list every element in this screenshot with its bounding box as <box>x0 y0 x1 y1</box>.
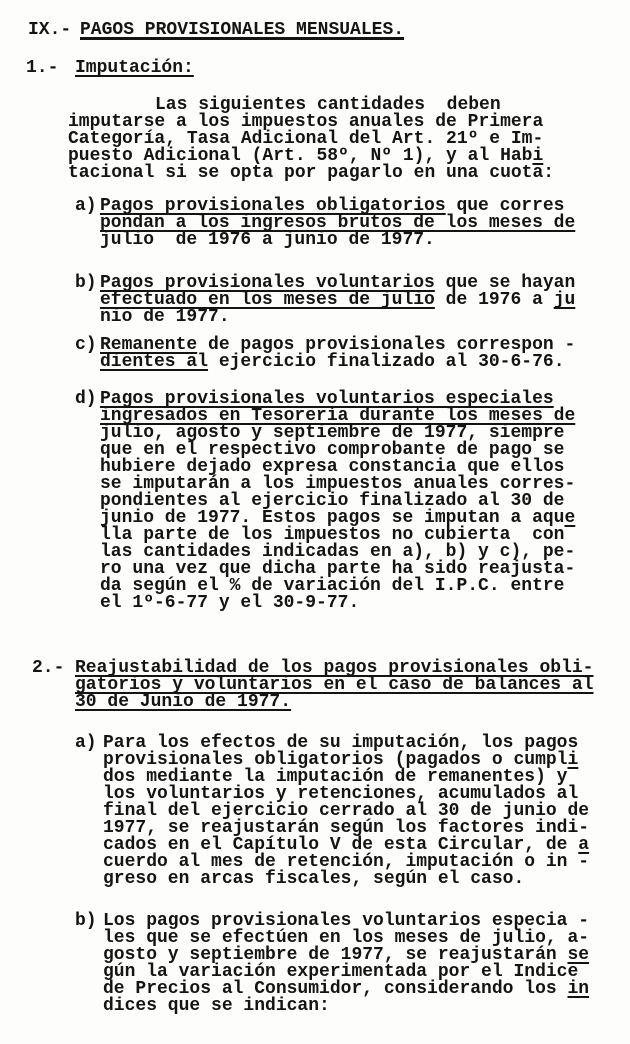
underlined-text: gatorios y voluntarios en el caso de balances al <box>75 675 594 695</box>
text: nio de 1977. <box>100 307 230 327</box>
underlined-text: Imputación: <box>75 58 194 78</box>
text: 1977, se reajustarán según los factores indi- <box>103 818 590 838</box>
text: Las siguientes cantidades deben <box>155 95 501 115</box>
heading-reajustabilidad <box>32 660 630 711</box>
text: lla parte de los impuestos no cubierta con <box>100 525 565 545</box>
item-2a-marker: a) <box>75 733 108 753</box>
text: dices que se indican: <box>103 996 330 1016</box>
text: cados en el Capítulo V de esta Circular, de <box>103 835 579 855</box>
intro-paragraph <box>68 97 630 182</box>
text: da según el % de variación del I.P.C. entre <box>100 576 565 596</box>
underlined-text: i <box>567 750 579 770</box>
underlined-text: se <box>567 945 590 965</box>
text: que se hayan <box>434 273 576 293</box>
text: ro una vez que dicha parte ha sido reajusta- <box>100 559 576 579</box>
text: se imputarán a los impuestos anuales corres- <box>100 474 576 494</box>
item-c-marker: c) <box>75 335 108 355</box>
underlined-text: Reajustabilidad de los pagos provisionales obli- <box>75 658 594 678</box>
underlined-text: Pagos provisionales voluntarios <box>100 273 435 293</box>
item-a-line <box>100 232 630 249</box>
underlined-text: ju <box>553 290 576 310</box>
underlined-text: in <box>567 979 590 999</box>
item-2b-line <box>103 998 630 1015</box>
underlined-text: Pagos provisionales obligatorios <box>100 196 446 216</box>
item-2b-marker: b) <box>75 911 108 931</box>
underlined-text: efectuado en los meses de julio <box>100 290 435 310</box>
underlined-text: PAGOS PROVISIONALES MENSUALES. <box>80 20 405 40</box>
heading-imputacion-line <box>75 60 630 77</box>
text: gosto y septiembre de 1977, se reajustarán <box>103 945 568 965</box>
underlined-text: Pagos provisionales voluntarios especiales <box>100 389 554 409</box>
text: greso en arcas fiscales, según el caso. <box>103 869 525 889</box>
underlined-text: i <box>532 146 544 166</box>
item-b-marker: b) <box>75 273 108 293</box>
intro-paragraph-line <box>68 165 630 182</box>
text: Categoría, Tasa Adicional del Art. 21º e Im- <box>68 129 544 149</box>
item-2a-line <box>103 871 630 888</box>
text: que en el respectivo comprobante de pago se <box>100 440 565 460</box>
text: pondientes al ejercicio finalizado al 30 de <box>100 491 565 511</box>
main-heading-line <box>80 22 630 39</box>
item-a-marker: a) <box>75 196 108 216</box>
text: julio de 1976 a junio de 1977. <box>100 230 435 250</box>
item-c <box>75 337 630 371</box>
text: Para los efectos de su imputación, los pagos <box>103 733 579 753</box>
heading-imputacion <box>26 60 630 77</box>
text: ejercicio finalizado al 30-6-76. <box>208 352 565 372</box>
text: las cantidades indicadas en a), b) y c), pe- <box>100 542 576 562</box>
heading-reajustabilidad-line <box>75 694 630 711</box>
text: que corres <box>445 196 565 216</box>
underlined-text: dientes al <box>100 352 209 372</box>
text: de 1976 a <box>434 290 554 310</box>
text: provisionales obligatorios (pagados o cumpl <box>103 750 568 770</box>
text: gún la variación experimentada por el Indice <box>103 962 579 982</box>
text: les que se efectúen en los meses de julio, a- <box>103 928 590 948</box>
heading-imputacion-marker: 1.- <box>26 58 70 78</box>
text: puesto Adicional (Art. 58º, Nº 1), y al Hab <box>68 146 533 166</box>
document-body <box>0 22 630 1015</box>
item-2a <box>75 735 630 888</box>
underlined-text: e <box>564 508 576 528</box>
text: el 1º-6-77 y el 30-9-77. <box>100 593 360 613</box>
item-c-line <box>100 354 630 371</box>
text: cuerdo al mes de retención, imputación o in - <box>103 852 590 872</box>
main-heading-marker: IX.- <box>28 20 83 40</box>
underlined-text: ingresados en Tesorería durante los meses de <box>100 406 576 426</box>
underlined-text: a <box>578 835 590 855</box>
item-d <box>75 391 630 612</box>
item-b-line <box>100 309 630 326</box>
text: Los pagos provisionales voluntarios especia - <box>103 911 590 931</box>
underlined-text: Remanente <box>100 335 198 355</box>
text: de Precios al Consumidor, considerando los <box>103 979 568 999</box>
text: junio de 1977. Estos pagos se imputan a aqu <box>100 508 565 528</box>
underlined-text: 30 de Junio de 1977. <box>75 692 292 712</box>
text: los voluntarios y retenciones, acumulados al <box>103 784 579 804</box>
item-2b <box>75 913 630 1015</box>
item-b <box>75 275 630 326</box>
heading-reajustabilidad-marker: 2.- <box>32 658 76 678</box>
main-heading <box>28 22 630 39</box>
underlined-text: pondan a los ingresos brutos de los meses de <box>100 213 576 233</box>
text: de pagos provisionales correspon - <box>197 335 576 355</box>
text: final del ejercicio cerrado al 30 de junio de <box>103 801 590 821</box>
text: julio, agosto y septiembre de 1977, siempre <box>100 423 565 443</box>
item-a <box>75 198 630 249</box>
text: hubiere dejado expresa constancia que ellos <box>100 457 565 477</box>
item-d-marker: d) <box>75 389 108 409</box>
text: tacional si se opta por pagarlo en una cuota: <box>68 163 555 183</box>
text: imputarse a los impuestos anuales de Primera <box>68 112 544 132</box>
item-d-line <box>100 595 630 612</box>
text: dos mediante la imputación de remanentes) y <box>103 767 568 787</box>
